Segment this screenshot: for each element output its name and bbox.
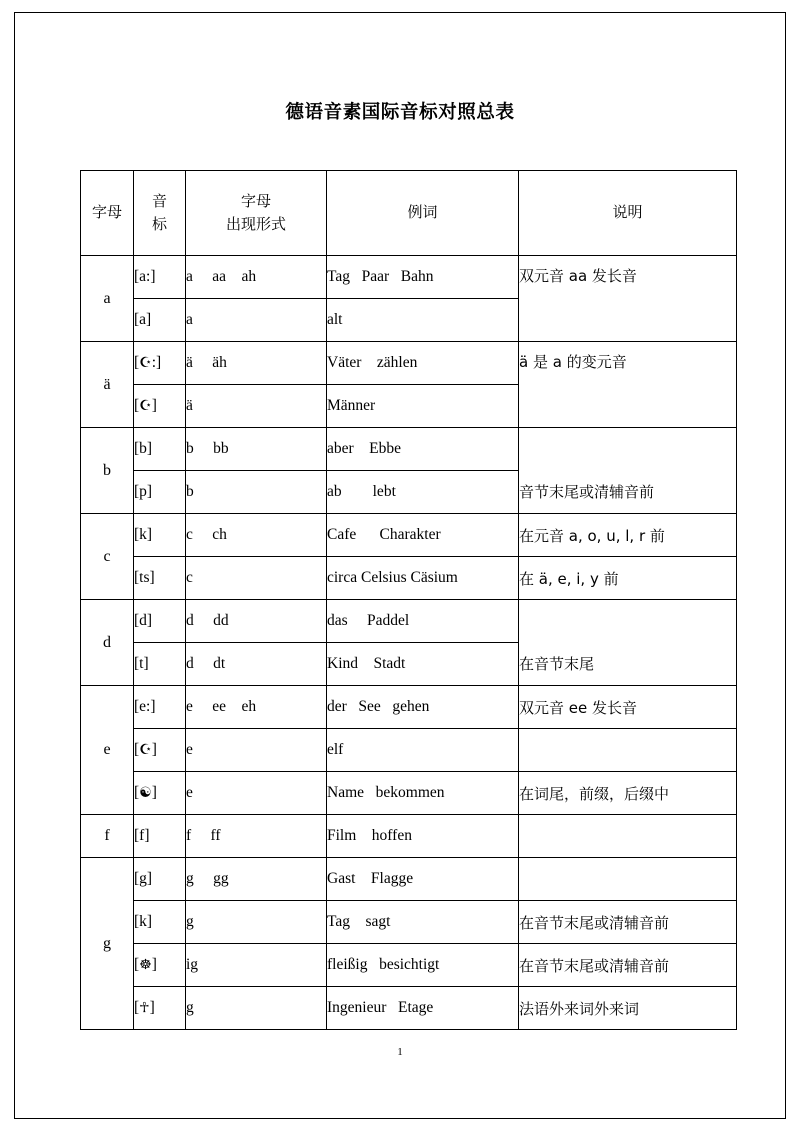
example-words-cell: Tag sagt (327, 901, 519, 944)
explanation-cell (519, 858, 737, 901)
ipa-symbol-cell: [f] (134, 815, 186, 858)
letter-forms-cell: b (186, 471, 327, 514)
letter-cell: d (81, 600, 134, 686)
column-header-ipa-line1: 音 (151, 191, 167, 210)
column-header-letter-label: 字母 (91, 203, 122, 222)
ipa-symbol-cell: [k] (134, 901, 186, 944)
table-row (81, 729, 737, 772)
letter-forms-cell: b bb (186, 428, 327, 471)
column-header-forms-line1: 字母 (240, 191, 271, 210)
example-words-cell: fleißig besichtigt (327, 944, 519, 987)
explanation-cell (519, 729, 737, 772)
explanation-cell: 双元音 ee 发长音 (519, 686, 737, 729)
table-row (81, 686, 737, 729)
ipa-symbol-cell: [☸] (134, 944, 186, 987)
explanation-cell: 法语外来词外来词 (519, 987, 737, 1030)
table-row (81, 815, 737, 858)
table-row (81, 514, 737, 557)
page-title: 德语音素国际音标对照总表 (285, 102, 515, 123)
table-row (81, 858, 737, 901)
column-header-example (327, 171, 519, 256)
explanation-cell: 在元音 a, o, u, l, r 前 (519, 514, 737, 557)
ipa-fallback-glyph: ☪ (139, 742, 152, 758)
letter-forms-cell: ig (186, 944, 327, 987)
example-words-cell: der See gehen (327, 686, 519, 729)
letter-forms-cell: d dd (186, 600, 327, 643)
example-words-cell: das Paddel (327, 600, 519, 643)
example-words-cell: alt (327, 299, 519, 342)
ipa-symbol-cell: [b] (134, 428, 186, 471)
column-header-note-label: 说明 (612, 203, 643, 222)
ipa-symbol-cell: [☥] (134, 987, 186, 1030)
page-number: 1 (397, 1046, 403, 1058)
letter-forms-cell: e ee eh (186, 686, 327, 729)
example-words-cell: Kind Stadt (327, 643, 519, 686)
ipa-symbol-cell: [☪:] (134, 342, 186, 385)
example-words-cell: Ingenieur Etage (327, 987, 519, 1030)
ipa-fallback-glyph: ☪ (139, 355, 152, 371)
letter-forms-cell: f ff (186, 815, 327, 858)
header-row (81, 171, 737, 256)
letter-cell: c (81, 514, 134, 600)
table-row (81, 944, 737, 987)
ipa-symbol-cell: [k] (134, 514, 186, 557)
table-row (81, 901, 737, 944)
ipa-symbol-cell: [a:] (134, 256, 186, 299)
table-row (81, 342, 737, 385)
example-words-cell: ab lebt (327, 471, 519, 514)
table-header (81, 171, 737, 256)
example-words-cell: Tag Paar Bahn (327, 256, 519, 299)
letter-forms-cell: g (186, 901, 327, 944)
table-body (81, 256, 737, 1030)
explanation-cell (519, 815, 737, 858)
letter-forms-cell: g gg (186, 858, 327, 901)
column-header-ipa-line2: 标 (151, 215, 167, 233)
ipa-fallback-glyph: ☸ (139, 957, 152, 973)
example-words-cell: Name bekommen (327, 772, 519, 815)
example-words-cell: aber Ebbe (327, 428, 519, 471)
ipa-fallback-glyph: ☪ (139, 398, 152, 414)
explanation-cell: ä 是 a 的变元音 (519, 342, 737, 428)
column-header-example-label: 例词 (407, 203, 438, 222)
letter-forms-cell: c (186, 557, 327, 600)
column-header-forms-line2: 出现形式 (225, 215, 286, 233)
ipa-symbol-cell: [ts] (134, 557, 186, 600)
letter-cell: g (81, 858, 134, 1030)
explanation-cell: 在音节末尾或清辅音前 (519, 944, 737, 987)
example-words-cell: elf (327, 729, 519, 772)
letter-forms-cell: c ch (186, 514, 327, 557)
letter-cell: a (81, 256, 134, 342)
example-words-cell: Gast Flagge (327, 858, 519, 901)
letter-cell: e (81, 686, 134, 815)
table-row (81, 772, 737, 815)
letter-cell: f (81, 815, 134, 858)
column-header-note (519, 171, 737, 256)
letter-forms-cell: d dt (186, 643, 327, 686)
table-row (81, 987, 737, 1030)
ipa-symbol-cell: [a] (134, 299, 186, 342)
explanation-cell: 在音节末尾 (519, 600, 737, 686)
letter-cell: ä (81, 342, 134, 428)
ipa-comparison-table (80, 170, 737, 1030)
column-header-letter (81, 171, 134, 256)
ipa-symbol-cell: [☪] (134, 729, 186, 772)
letter-forms-cell: g (186, 987, 327, 1030)
ipa-symbol-cell: [p] (134, 471, 186, 514)
ipa-fallback-glyph: ☯ (139, 785, 152, 801)
ipa-fallback-glyph: ☥ (139, 1000, 150, 1016)
example-words-cell: Männer (327, 385, 519, 428)
table-row (81, 428, 737, 471)
column-header-forms (186, 171, 327, 256)
explanation-cell: 在 ä, e, i, y 前 (519, 557, 737, 600)
letter-forms-cell: a (186, 299, 327, 342)
table-row (81, 256, 737, 299)
example-words-cell: Film hoffen (327, 815, 519, 858)
letter-forms-cell: ä (186, 385, 327, 428)
explanation-cell: 在词尾，前缀，后缀中 (519, 772, 737, 815)
column-header-ipa (134, 171, 186, 256)
letter-forms-cell: ä äh (186, 342, 327, 385)
letter-forms-cell: e (186, 729, 327, 772)
explanation-cell: 双元音 aa 发长音 (519, 256, 737, 342)
letter-forms-cell: e (186, 772, 327, 815)
ipa-symbol-cell: [t] (134, 643, 186, 686)
ipa-symbol-cell: [☪] (134, 385, 186, 428)
table-row (81, 557, 737, 600)
ipa-symbol-cell: [e:] (134, 686, 186, 729)
table-row (81, 600, 737, 643)
ipa-symbol-cell: [☯] (134, 772, 186, 815)
example-words-cell: Cafe Charakter (327, 514, 519, 557)
ipa-symbol-cell: [d] (134, 600, 186, 643)
example-words-cell: Väter zählen (327, 342, 519, 385)
letter-cell: b (81, 428, 134, 514)
explanation-cell: 在音节末尾或清辅音前 (519, 901, 737, 944)
letter-forms-cell: a aa ah (186, 256, 327, 299)
ipa-symbol-cell: [g] (134, 858, 186, 901)
example-words-cell: circa Celsius Cäsium (327, 557, 519, 600)
explanation-cell: 音节末尾或清辅音前 (519, 428, 737, 514)
